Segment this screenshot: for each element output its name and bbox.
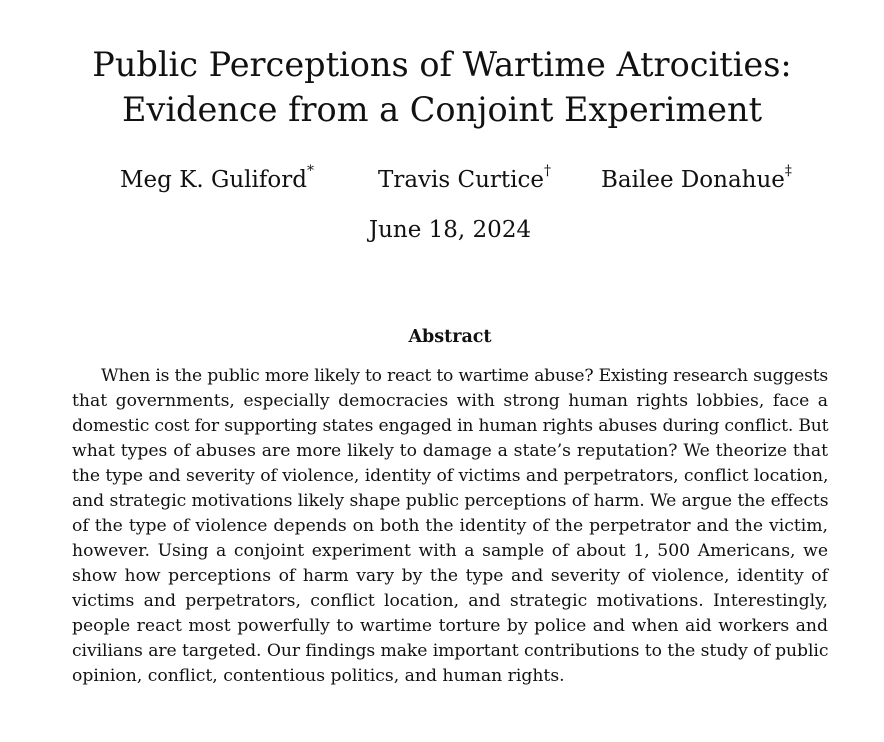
abstract-heading: Abstract xyxy=(408,327,492,347)
author-name: Travis Curtice xyxy=(378,167,545,193)
publication-date: June 18, 2024 xyxy=(368,217,532,243)
abstract-line: people react most powerfully to wartime torture by police and when aid workers and xyxy=(72,616,828,636)
abstract-line: of the type of violence depends on both the identity of the perpetrator and the victim, xyxy=(72,516,828,536)
abstract-body xyxy=(72,364,828,689)
abstract-line: victims and perpetrators, conflict location, and strategic motivations. Interestingly, xyxy=(72,591,828,611)
paper-title: Public Perceptions of Wartime Atrocities: Evidence from a Conjoint Experiment xyxy=(92,45,792,129)
abstract-line: opinion, conflict, contentious politics, and human rights. xyxy=(72,666,565,686)
abstract-line: civilians are targeted. Our findings make important contributions to the study of public xyxy=(72,641,829,661)
abstract-line: the type and severity of violence, identity of victims and perpetrators, conflict location, xyxy=(72,466,829,486)
abstract-line: that governments, especially democracies with strong human rights lobbies, face a xyxy=(72,391,828,411)
author-name: Meg K. Guliford xyxy=(120,167,307,193)
abstract-line: When is the public more likely to react to wartime abuse? Existing research suggests xyxy=(101,366,828,386)
author xyxy=(378,163,552,194)
author xyxy=(120,163,314,194)
author-name: Bailee Donahue xyxy=(601,167,785,193)
author xyxy=(601,163,792,194)
abstract-line: what types of abuses are more likely to damage a state’s reputation? We theorize that xyxy=(72,441,828,461)
abstract-line: show how perceptions of harm vary by the type and severity of violence, identity of xyxy=(72,566,828,586)
author-footnote-mark: † xyxy=(544,163,552,180)
author-list xyxy=(0,163,884,196)
abstract-line: domestic cost for supporting states engaged in human rights abuses during conflict. But xyxy=(72,416,829,436)
abstract-line: however. Using a conjoint experiment with a sample of about 1, 500 Americans, we xyxy=(72,541,828,561)
author-footnote-mark: * xyxy=(306,163,314,180)
author-footnote-mark: ‡ xyxy=(784,163,792,180)
abstract-line: and strategic motivations likely shape public perceptions of harm. We argue the effects xyxy=(72,491,829,511)
